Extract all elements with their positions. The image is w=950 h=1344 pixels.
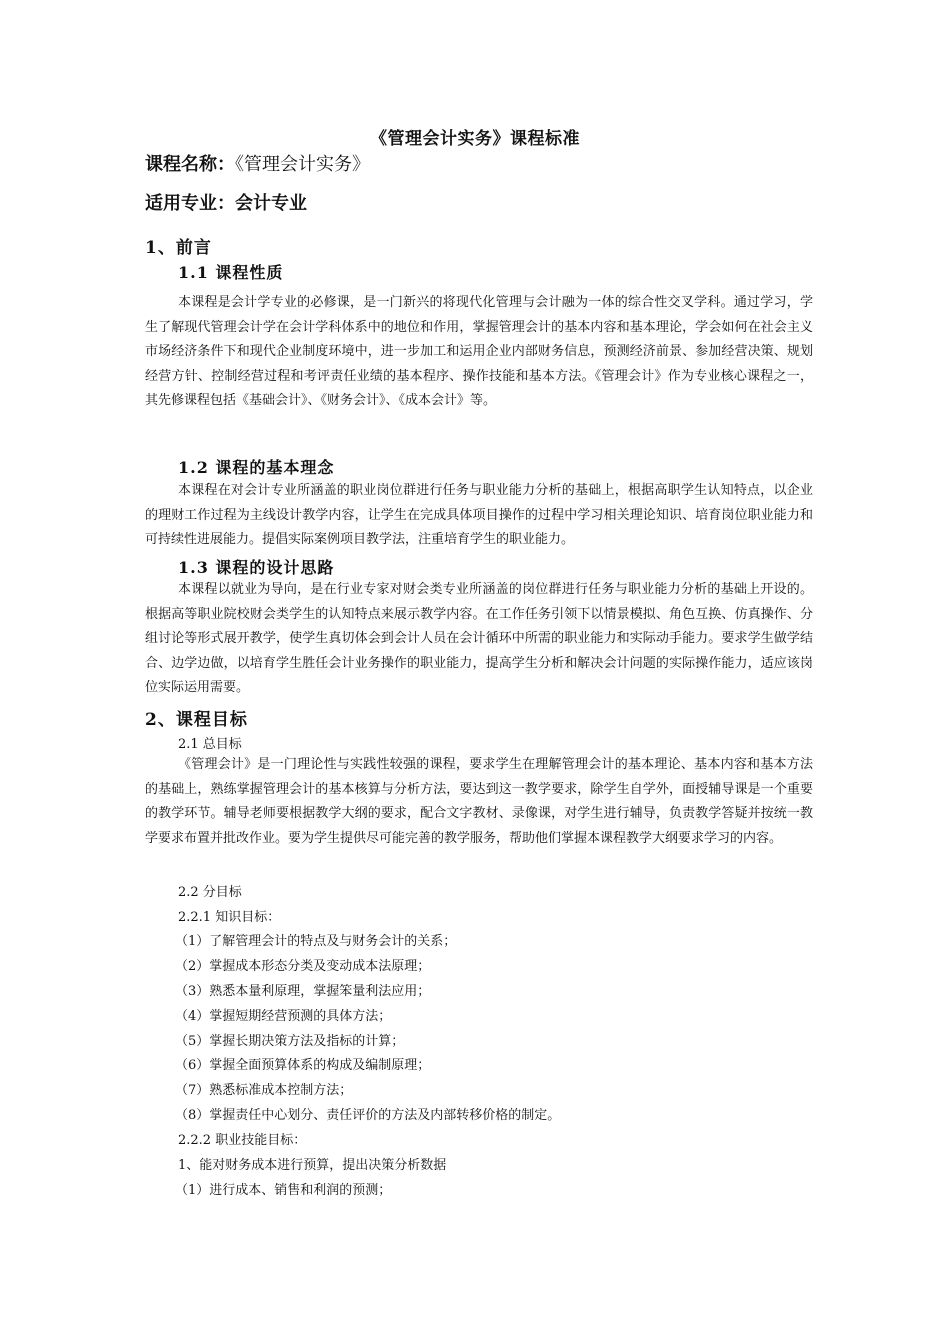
section-1-heading: 1、前言: [145, 238, 212, 258]
section-2-1-paragraph: 《管理会计》是一门理论性与实践性较强的课程，要求学生在理解管理会计的基本理论、基本内容和基本方法的基础上，熟练掌握管理会计的基本核算与分析方法，要达到这一教学要求，除学生自学外，面授辅导课是一个重要的教学环节。辅导老师要根据教学大纲的要求，配合文字教材、录像课，对学生进行辅导，负责教学答疑并按统一教学要求布置并批改作业。要为学生提供尽可能完善的教学服务，帮助他们掌握本课程教学大纲要求学习的内容。: [145, 757, 813, 846]
course-name-value: 《管理会计实务》: [235, 154, 370, 175]
major-label: 适用专业：: [145, 193, 235, 214]
section-1-3-paragraph: 本课程以就业为导向，是在行业专家对财会类专业所涵盖的岗位群进行任务与职业能力分析的基础上开设的。根据高等职业院校财会类学生的认知特点来展示教学内容。在工作任务引领下以情景模拟、角色互换、仿真操作、分组讨论等形式展开教学，使学生真切体会到会计人员在会计循环中所需的职业能力和实际动手能力。要求学生做学结合、边学边做，以培育学生胜任会计业务操作的职业能力，提高学生分析和解决会计问题的实际操作能力，适应该岗位实际运用需要。: [145, 582, 813, 695]
knowledge-item: （5）掌握长期决策方法及指标的计算；: [175, 1034, 405, 1049]
skill-item: 1、能对财务成本进行预算，提出决策分析数据: [178, 1158, 447, 1173]
knowledge-item: （8）掌握责任中心划分、责任评价的方法及内部转移价格的制定。: [175, 1108, 561, 1123]
section-1-1-heading: 1.1 课程性质: [178, 263, 284, 282]
major-line: [145, 189, 307, 215]
section-2-heading: 2、课程目标: [145, 710, 248, 730]
knowledge-item: （3）熟悉本量利原理，掌握笨量利法应用；: [175, 984, 431, 999]
course-name-label: 课程名称：: [145, 154, 235, 175]
knowledge-item: （6）掌握全面预算体系的构成及编制原理；: [175, 1058, 431, 1073]
knowledge-item: （4）掌握短期经营预测的具体方法；: [175, 1009, 392, 1024]
section-1-1-paragraph: 本课程是会计学专业的必修课，是一门新兴的将现代化管理与会计融为一体的综合性交叉学科。通过学习，学生了解现代管理会计学在会计学科体系中的地位和作用，掌握管理会计的基本内容和基本理论，学会如何在社会主义市场经济条件下和现代企业制度环境中，进一步加工和运用企业内部财务信息，预测经济前景、参加经营决策、规划经营方针、控制经营过程和考评责任业绩的基本程序、操作技能和基本方法。《管理会计》作为专业核心课程之一，其先修课程包括《基础会计》、《财务会计》、《成本会计》等。: [145, 295, 813, 408]
knowledge-item: （1）了解管理会计的特点及与财务会计的关系；: [175, 934, 457, 949]
knowledge-item: （7）熟悉标准成本控制方法；: [175, 1083, 353, 1098]
section-1-2-heading: 1.2 课程的基本理念: [178, 458, 335, 477]
skill-sub-item: （1）进行成本、销售和利润的预测；: [175, 1183, 392, 1198]
document-title: 《管理会计实务》课程标准: [370, 129, 580, 149]
knowledge-goals-heading: 2.2.1 知识目标：: [178, 910, 281, 925]
section-1-2-paragraph: 本课程在对会计专业所涵盖的职业岗位群进行任务与职业能力分析的基础上，根据高职学生认知特点，以企业的理财工作过程为主线设计教学内容，让学生在完成具体项目操作的过程中学习相关理论知识、培育岗位职业能力和可持续性进展能力。提倡实际案例项目教学法，注重培育学生的职业能力。: [145, 483, 813, 547]
section-2-1-heading: 2.1 总目标: [178, 737, 242, 752]
knowledge-item: （2）掌握成本形态分类及变动成本法原理；: [175, 959, 431, 974]
section-2-2-heading: 2.2 分目标: [178, 885, 242, 900]
section-1-3-heading: 1.3 课程的设计思路: [178, 558, 335, 577]
skill-goals-heading: 2.2.2 职业技能目标：: [178, 1133, 307, 1148]
course-name-line: [145, 150, 370, 176]
major-value: 会计专业: [235, 193, 307, 214]
